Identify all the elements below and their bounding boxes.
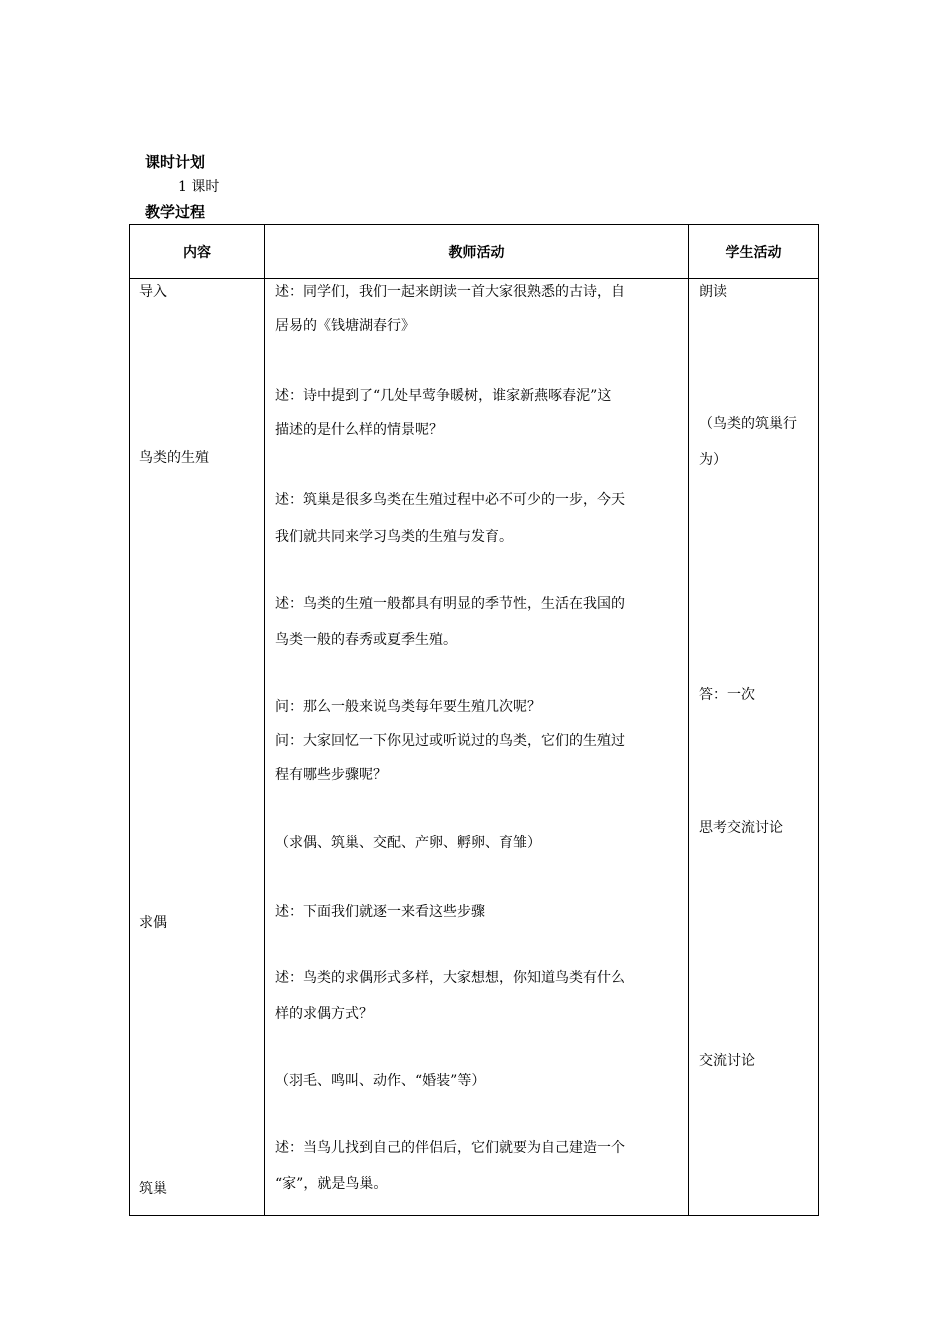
- teacher-line: （求偶、筑巢、交配、产卵、孵卵、育雏）: [275, 835, 541, 851]
- lesson-plan-heading: 课时计划: [145, 153, 206, 171]
- column-divider: [264, 225, 265, 1215]
- teacher-line: 述：鸟类的求偶形式多样，大家想想，你知道鸟类有什么: [275, 970, 625, 986]
- teacher-line: 我们就共同来学习鸟类的生殖与发育。: [275, 529, 513, 545]
- teaching-process-table: [129, 224, 819, 1216]
- student-line: 思考交流讨论: [699, 820, 783, 836]
- column-divider: [688, 225, 689, 1215]
- student-line: 交流讨论: [699, 1053, 755, 1069]
- content-item: 鸟类的生殖: [139, 450, 209, 466]
- student-line: 答：一次: [699, 687, 755, 703]
- teacher-line: 述：筑巢是很多鸟类在生殖过程中必不可少的一步，今天: [275, 492, 625, 508]
- content-item: 导入: [139, 284, 167, 300]
- student-line: 朗读: [699, 284, 727, 300]
- teacher-line: 描述的是什么样的情景呢？: [275, 422, 443, 438]
- teacher-line: （羽毛、鸣叫、动作、“婚装”等）: [275, 1073, 486, 1089]
- teacher-line: 问：那么一般来说鸟类每年要生殖几次呢？: [275, 699, 541, 715]
- lesson-duration: 1 课时: [178, 179, 220, 195]
- student-line: 为）: [699, 452, 727, 468]
- header-student-activity: 学生活动: [725, 244, 782, 261]
- teacher-line: 程有哪些步骤呢？: [275, 767, 387, 783]
- teacher-line: 问：大家回忆一下你见过或听说过的鸟类，它们的生殖过: [275, 733, 625, 749]
- teacher-line: 居易的《钱塘湖春行》: [275, 318, 415, 334]
- teaching-process-heading: 教学过程: [145, 203, 206, 221]
- teacher-line: 鸟类一般的春秀或夏季生殖。: [275, 632, 457, 648]
- teacher-line: 述：诗中提到了“几处早莺争暖树，谁家新燕啄春泥”这: [275, 388, 612, 404]
- teacher-line: 述：下面我们就逐一来看这些步骤: [275, 904, 485, 920]
- header-content: 内容: [183, 244, 211, 261]
- header-teacher-activity: 教师活动: [448, 244, 505, 261]
- teacher-line: 述：鸟类的生殖一般都具有明显的季节性，生活在我国的: [275, 596, 625, 612]
- content-item: 求偶: [139, 915, 167, 931]
- teacher-line: 述：当鸟儿找到自己的伴侣后，它们就要为自己建造一个: [275, 1140, 625, 1156]
- teacher-line: “家”，就是鸟巢。: [275, 1176, 388, 1192]
- teacher-line: 述：同学们，我们一起来朗读一首大家很熟悉的古诗，自: [275, 284, 625, 300]
- student-line: （鸟类的筑巢行: [699, 416, 797, 432]
- teacher-line: 样的求偶方式？: [275, 1006, 373, 1022]
- content-item: 筑巢: [139, 1181, 167, 1197]
